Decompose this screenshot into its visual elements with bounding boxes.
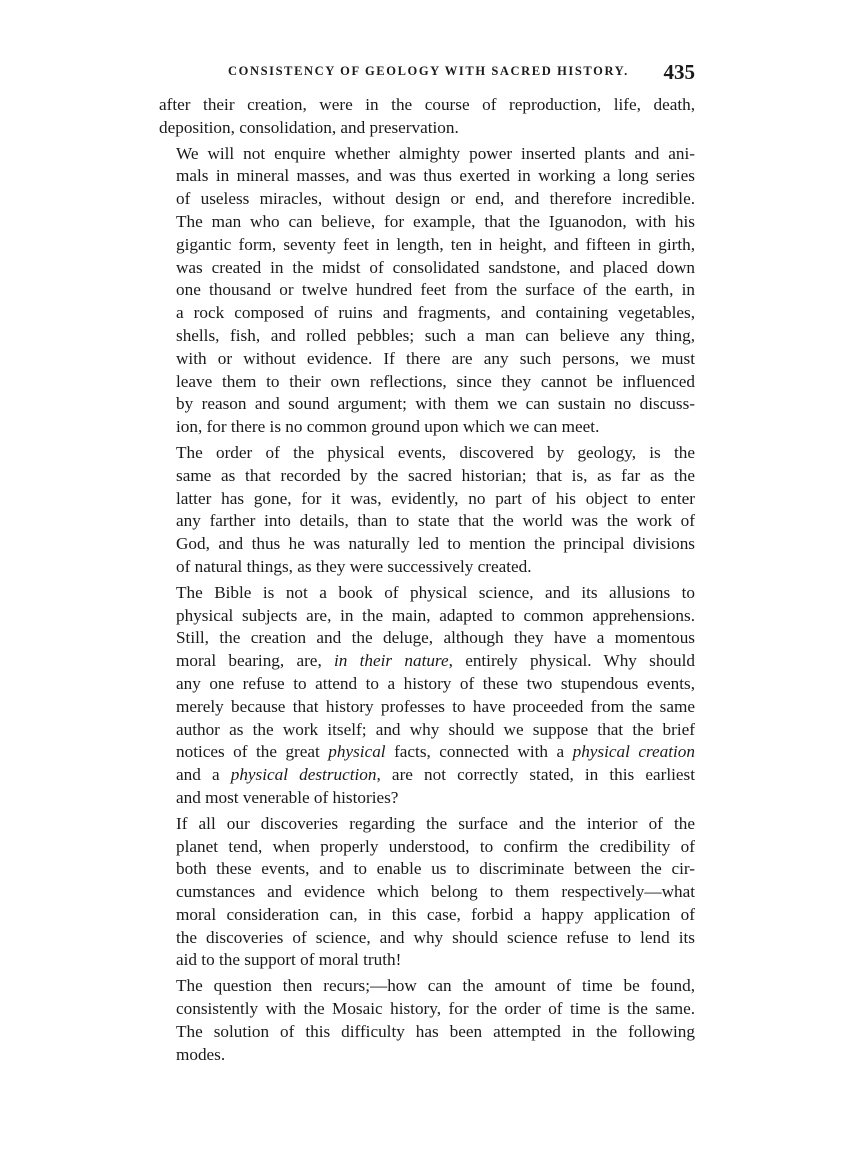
text-segment: notices of the great [176, 742, 329, 762]
text-segment: of useless miracles, without design or end, and therefore incredible. [176, 189, 695, 209]
text-line [159, 533, 695, 556]
text-line [159, 416, 695, 439]
text-segment: cumstances and evidence which belong to them respectively—what [176, 882, 695, 902]
text-line [159, 813, 695, 836]
text-line [159, 94, 695, 117]
text-line [159, 741, 695, 764]
text-segment: leave them to their own reflections, since they cannot be influenced [176, 371, 695, 391]
text-segment: latter has gone, for it was, evidently, no part of his object to enter [176, 488, 695, 508]
text-segment: Still, the creation and the deluge, although they have a momentous [176, 628, 695, 648]
text-line [159, 627, 695, 650]
text-segment: mals in mineral masses, and was thus exerted in working a long series [176, 166, 695, 186]
text-segment: deposition, consolidation, and preservation. [159, 117, 459, 137]
paragraph [159, 582, 695, 810]
paragraph [159, 94, 695, 140]
text-segment: God, and thus he was naturally led to mention the principal divisions [176, 534, 695, 554]
text-line [159, 143, 695, 166]
running-title: CONSISTENCY OF GEOLOGY WITH SACRED HISTORY. [228, 64, 629, 78]
text-segment: planet tend, when properly understood, to confirm the credibility of [176, 836, 695, 856]
text-segment: facts, connected with a [385, 742, 573, 762]
text-segment: merely because that history professes to have proceeded from the same [176, 696, 695, 716]
text-segment: If all our discoveries regarding the surface and the interior of the [176, 813, 695, 833]
text-segment: The man who can believe, for example, that the Iguanodon, with his [176, 211, 695, 231]
text-line [159, 858, 695, 881]
text-segment: moral bearing, are, [176, 651, 335, 671]
text-line [159, 696, 695, 719]
text-segment: , entirely physical. Why should [448, 651, 695, 671]
text-segment: of natural things, as they were successively created. [176, 556, 532, 576]
text-line [159, 673, 695, 696]
paragraph [159, 442, 695, 579]
text-line [159, 881, 695, 904]
text-line [159, 117, 695, 140]
text-line [159, 650, 695, 673]
text-segment: gigantic form, seventy feet in length, ten in height, and fifteen in girth, [176, 234, 695, 254]
text-segment: shells, fish, and rolled pebbles; such a man can believe any thing, [176, 325, 695, 345]
text-line [159, 393, 695, 416]
text-segment: The order of the physical events, discovered by geology, is the [176, 442, 695, 462]
text-segment: and most venerable of histories? [176, 787, 399, 807]
text-line [159, 488, 695, 511]
text-segment: aid to the support of moral truth! [176, 950, 402, 970]
text-line [159, 279, 695, 302]
text-line [159, 582, 695, 605]
text-segment: the discoveries of science, and why should science refuse to lend its [176, 927, 695, 947]
text-segment: was created in the midst of consolidated sandstone, and placed down [176, 257, 695, 277]
italic-text: physical creation [572, 742, 695, 762]
text-line [159, 1044, 695, 1067]
text-line [159, 234, 695, 257]
text-segment: The Bible is not a book of physical science, and its allusions to [176, 582, 695, 602]
paragraph [159, 813, 695, 973]
text-line [159, 348, 695, 371]
paragraph [159, 143, 695, 439]
text-segment: same as that recorded by the sacred historian; that is, as far as the [176, 465, 695, 485]
text-segment: modes. [176, 1044, 226, 1064]
text-segment: , are not correctly stated, in this earliest [376, 765, 695, 785]
text-line [159, 211, 695, 234]
text-segment: and a [176, 765, 231, 785]
text-segment: author as the work itself; and why should we suppose that the brief [176, 719, 695, 739]
text-segment: any farther into details, than to state that the world was the work of [176, 511, 695, 531]
text-line [159, 325, 695, 348]
running-head [160, 60, 695, 86]
text-line [159, 998, 695, 1021]
text-segment: The question then recurs;—how can the amount of time be found, [176, 976, 695, 996]
italic-text: physical [328, 742, 386, 762]
text-line [159, 787, 695, 810]
text-line [159, 165, 695, 188]
text-segment: We will not enquire whether almighty power inserted plants and ani- [176, 143, 695, 163]
text-segment: after their creation, were in the course of reproduction, life, death, [159, 95, 695, 114]
page-number: 435 [663, 60, 695, 84]
text-segment: a rock composed of ruins and fragments, and containing vegetables, [176, 303, 695, 323]
text-line [159, 836, 695, 859]
text-segment: with or without evidence. If there are any such persons, we must [176, 348, 695, 368]
text-segment: by reason and sound argument; with them we can sustain no discuss- [176, 394, 695, 414]
paragraph [159, 975, 695, 1066]
text-line [159, 719, 695, 742]
text-segment: consistently with the Mosaic history, for the order of time is the same. [176, 999, 695, 1019]
text-line [159, 510, 695, 533]
text-line [159, 257, 695, 280]
text-segment: The solution of this difficulty has been attempted in the following [176, 1021, 695, 1041]
text-segment: any one refuse to attend to a history of these two stupendous events, [176, 673, 695, 693]
italic-text: in their nature [334, 651, 449, 671]
text-line [159, 188, 695, 211]
text-line [159, 764, 695, 787]
text-line [159, 904, 695, 927]
text-line [159, 465, 695, 488]
text-line [159, 975, 695, 998]
body-text [159, 94, 695, 1066]
text-segment: ion, for there is no common ground upon which we can meet. [176, 417, 600, 437]
text-line [159, 949, 695, 972]
text-segment: both these events, and to enable us to discriminate between the cir- [176, 859, 695, 879]
text-line [159, 371, 695, 394]
text-segment: moral consideration can, in this case, forbid a happy application of [176, 904, 695, 924]
text-line [159, 927, 695, 950]
text-segment: physical subjects are, in the main, adapted to common apprehensions. [176, 605, 695, 625]
text-line [159, 1021, 695, 1044]
text-line [159, 605, 695, 628]
text-line [159, 442, 695, 465]
text-segment: one thousand or twelve hundred feet from the surface of the earth, in [176, 280, 695, 300]
text-line [159, 556, 695, 579]
text-line [159, 302, 695, 325]
italic-text: physical destruction [230, 765, 377, 785]
